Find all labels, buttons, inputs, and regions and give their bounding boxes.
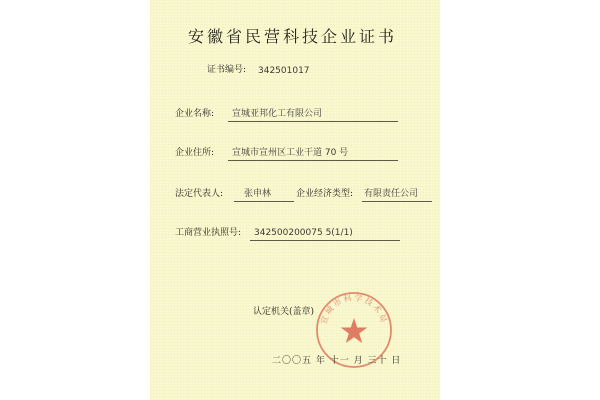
cert-number-label: 证书编号:	[207, 65, 247, 75]
issue-date: 二〇〇五 年 十一 月 三十 日	[272, 356, 402, 366]
cert-number-value: 342501017	[258, 66, 310, 76]
representative-underline	[234, 201, 294, 202]
address-underline	[228, 160, 398, 161]
company-name-value: 宣城亚邦化工有限公司	[232, 109, 323, 119]
representative-value: 张申林	[244, 189, 272, 199]
seal-text: 宣城市科学技术局	[319, 293, 389, 326]
address-label: 企业住所:	[175, 148, 215, 158]
certificate	[150, 0, 440, 400]
economic-type-label: 企业经济类型:	[296, 189, 354, 199]
economic-type-value: 有限责任公司	[364, 189, 419, 199]
company-name-underline	[228, 121, 398, 122]
economic-type-underline	[362, 201, 432, 202]
license-number-label: 工商营业执照号:	[175, 228, 242, 238]
seal-star-icon	[341, 318, 368, 343]
company-name-label: 企业名称:	[175, 109, 215, 119]
certificate-title: 安徽省民营科技企业证书	[188, 27, 398, 46]
license-number-value: 342500200075 5(1/1)	[254, 228, 353, 238]
representative-label: 法定代表人:	[175, 189, 224, 199]
authority-label: 认定机关(盖章)	[253, 307, 315, 317]
address-value: 宣城市宣州区工业干道 70 号	[232, 148, 349, 158]
license-number-underline	[250, 240, 400, 241]
